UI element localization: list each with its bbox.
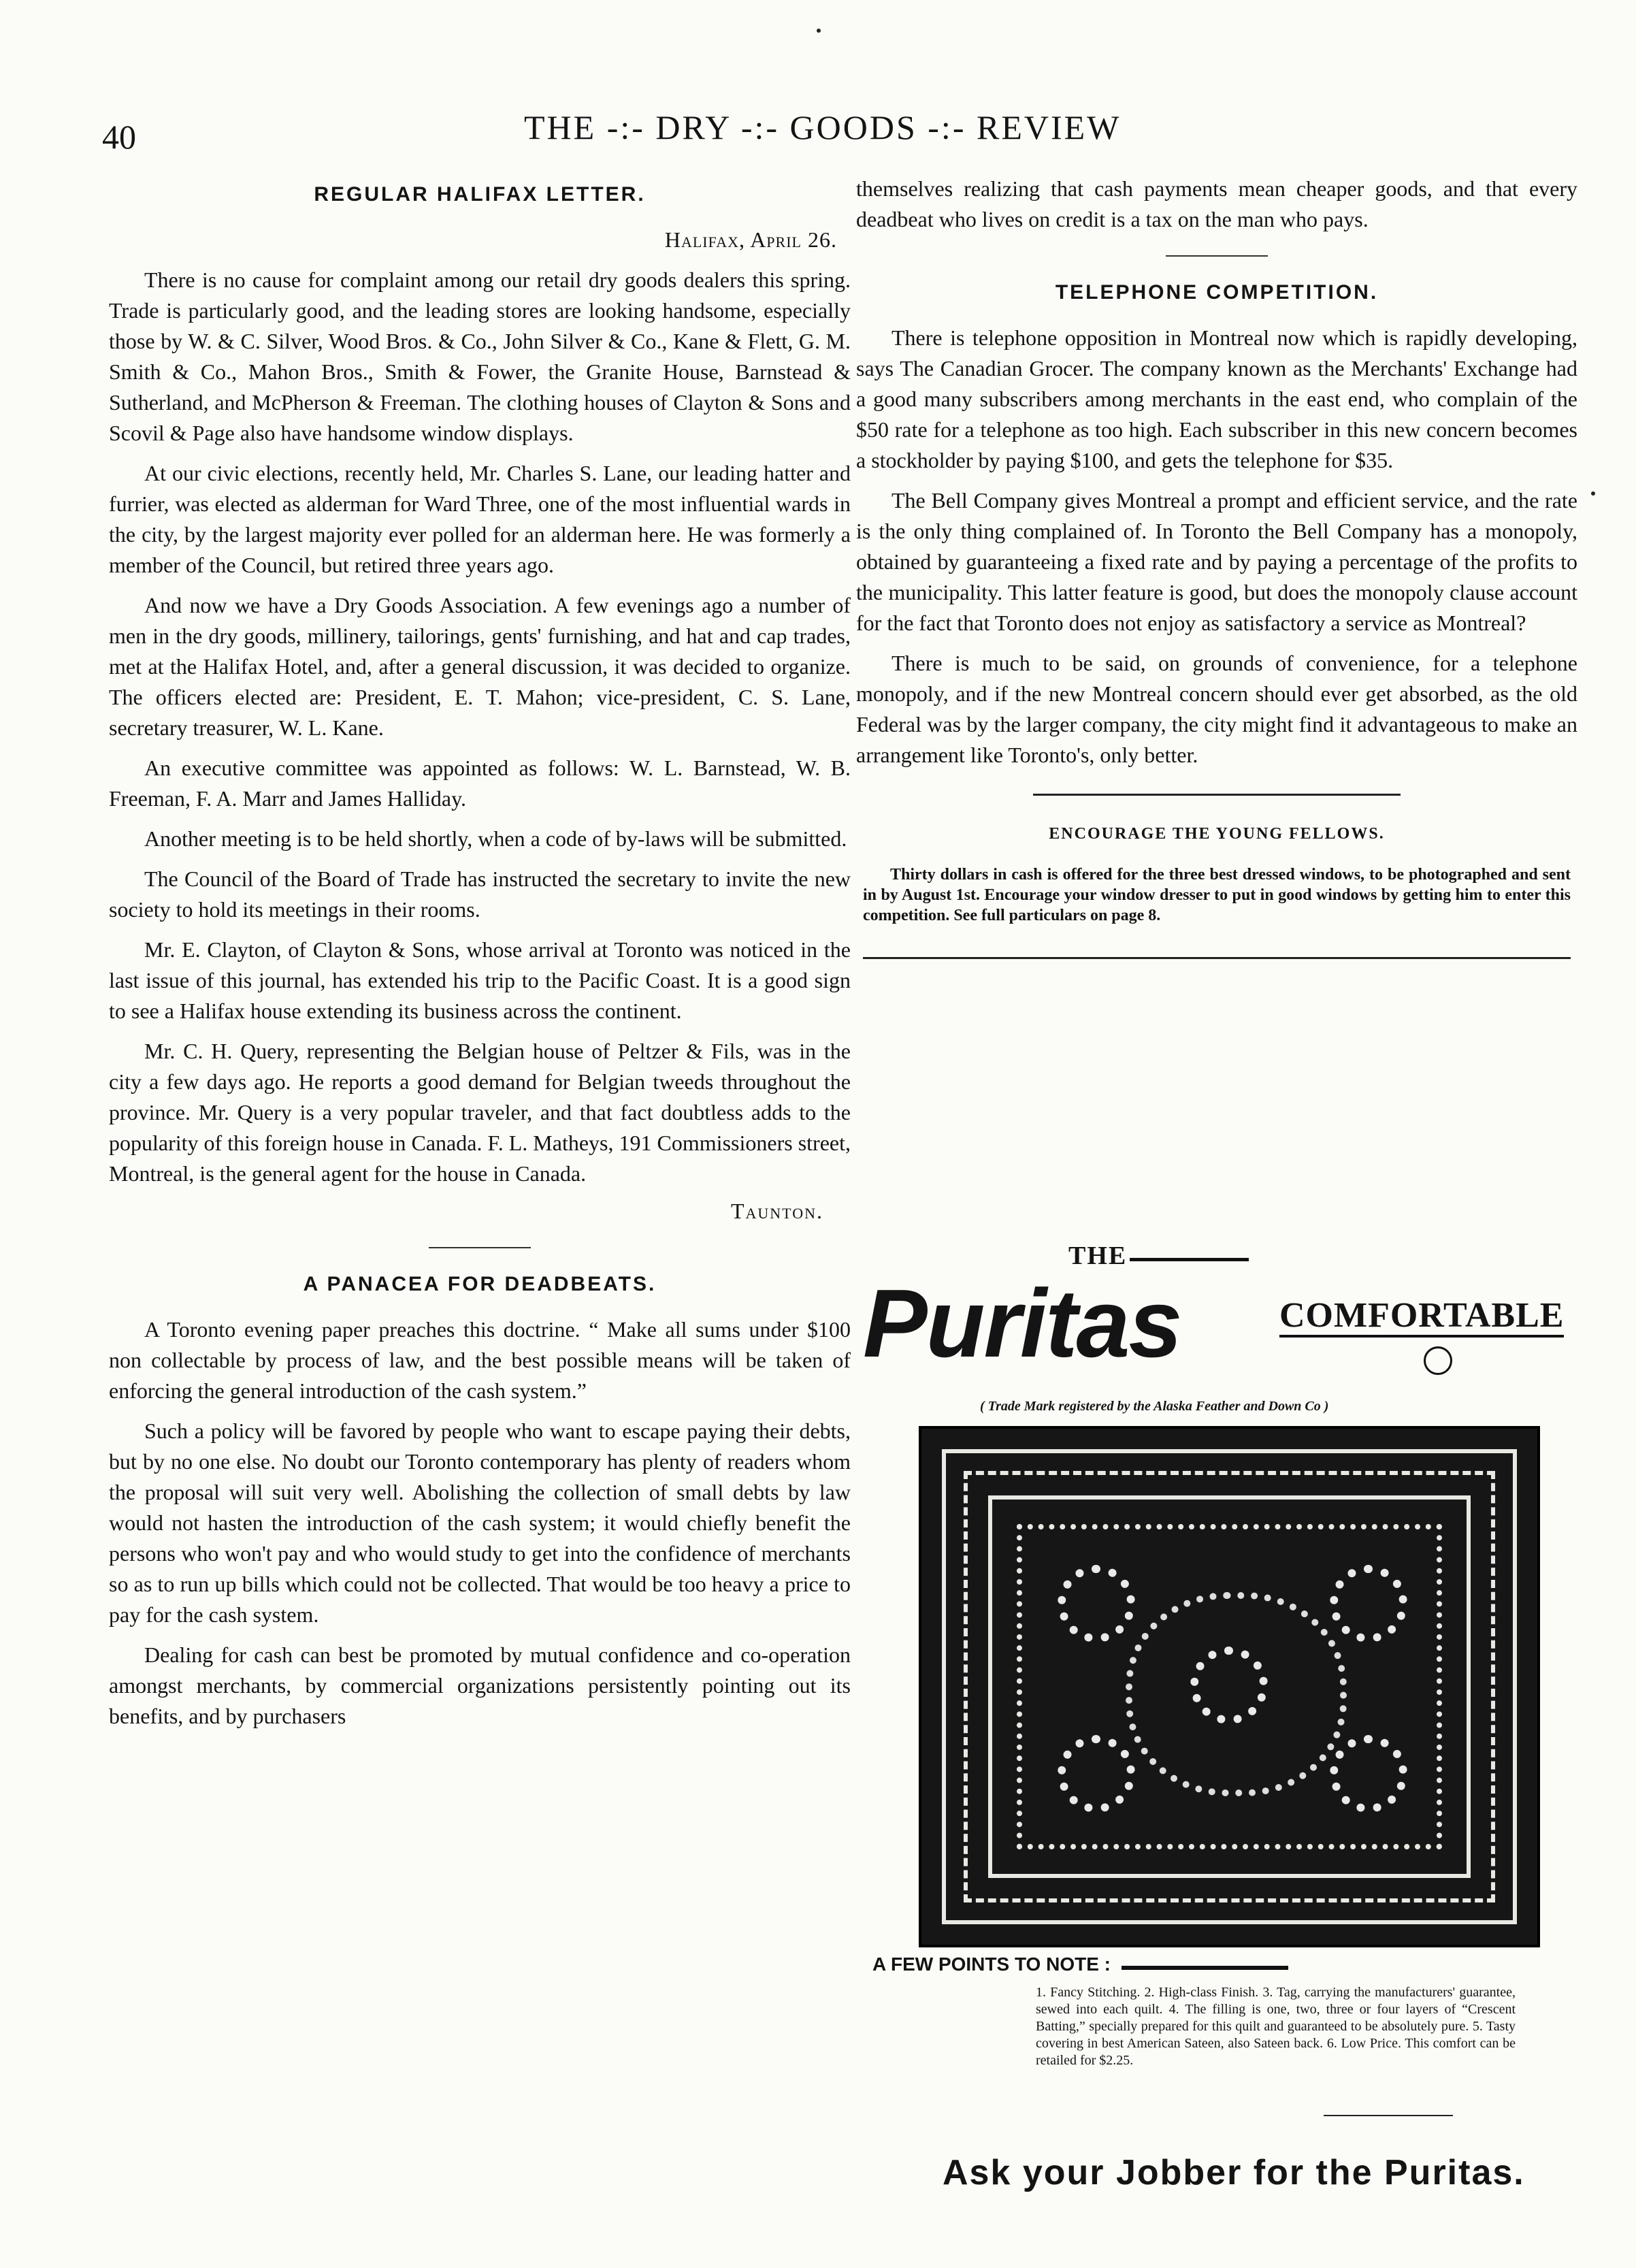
left-column <box>109 174 851 1741</box>
ad-features-list <box>1036 1984 1516 2069</box>
telephone-paragraph: The Bell Company gives Montreal a prompt and efficient service, and the rate is the only thing complained of. In Toronto the Bell Company has a monopoly, obtained by guaranteeing a fixed rate and by paying a percentage of the profits to the municipality. This latter feature is good, but does the monopoly clause account for the fact that Toronto does not enjoy as satisfactory a service as Montreal? <box>856 488 1577 635</box>
panacea-continuation: themselves realizing that cash payments mean cheaper goods, and that every deadbeat who lives on credit is a tax on the man who pays. <box>856 176 1577 231</box>
print-speck <box>1591 491 1595 496</box>
ad-feature: 6. Low Price. This comfort can be retailed for $2.25. <box>1036 2036 1516 2068</box>
ad-the: THE <box>1068 1242 1128 1270</box>
halifax-letter-title: REGULAR HALIFAX LETTER. <box>314 183 646 206</box>
halifax-paragraph: There is no cause for complaint among our retail dry goods dealers this spring. Trade is particularly good, and the leading stores are looking handsome, especially those by W. & C. Silver, Wood Bros. & Co., John Silver & Co., Kane & Flett, G. M. Smith & Co., Mahon Bros., Smith & Fower, the Granite House, Barnstead & Sutherland, and McPherson & Freeman. The clothing houses of Clayton & Sons and Scovil & Page also have handsome window displays. <box>109 268 851 445</box>
right-column <box>856 174 1577 982</box>
telephone-paragraph: There is telephone opposition in Montreal now which is rapidly developing, says The Canadian Grocer. The company known as the Merchants' Exchange had a good many subscribers among merchants in the east end, who complain of the $50 rate for a telephone as too high. Each subscriber in this new concern becomes a stockholder by paying $100, and gets the telephone for $35. <box>856 325 1577 472</box>
section-rule <box>1033 794 1401 796</box>
halifax-paragraph: And now we have a Dry Goods Association. A few evenings ago a number of men in the dry goods, millinery, tailorings, gents' furnishing, and hat and cap trades, met at the Halifax Hotel, and, after a general discussion, it was decided to organize. The officers elected are: President, E. T. Mahon; vice-president, C. S. Lane, secretary treasurer, W. L. Kane. <box>109 593 851 740</box>
halifax-paragraph: An executive committee was appointed as follows: W. L. Barnstead, W. B. Freeman, F. A. Marr and James Halliday. <box>109 756 851 811</box>
running-head: THE -:- DRY -:- GOODS -:- REVIEW <box>524 108 1122 146</box>
quilt-flourish <box>1330 1565 1407 1642</box>
ad-flourish <box>1122 1966 1288 1970</box>
ad-call-to-action: Ask your Jobber for the Puritas. <box>943 2153 1525 2192</box>
halifax-paragraph: Another meeting is to be held shortly, when a code of by-laws will be submitted. <box>144 826 847 851</box>
halifax-paragraph: At our civic elections, recently held, Mr. Charles S. Lane, our leading hatter and furrier, was elected as alderman for Ward Three, one of the most influential wards in the city, by the largest majority ever polled for an alderman here. He was formerly a member of the Council, but retired three years ago. <box>109 461 851 577</box>
ad-comfortable: COMFORTABLE <box>1279 1297 1564 1338</box>
quilt-flourish <box>1330 1735 1407 1813</box>
quilt-illustration <box>919 1426 1540 1947</box>
halifax-paragraph: Mr. C. H. Query, representing the Belgian house of Peltzer & Fils, was in the city a few days ago. He reports a good demand for Belgian tweeds throughout the province. Mr. Query is a very popular traveler, and that fact doubtless adds to the popularity of this foreign house in Canada. F. L. Matheys, 191 Commissioners street, Montreal, is the general agent for the house in Canada. <box>109 1039 851 1186</box>
ad-feature: 2. High-class Finish. <box>1144 1985 1259 2000</box>
encourage-title: ENCOURAGE THE YOUNG FELLOWS. <box>1049 825 1385 843</box>
section-separator <box>1166 255 1268 257</box>
ad-feature: 5. Tasty covering in best American Sateen, also Sateen back. <box>1036 2019 1516 2051</box>
telephone-paragraph: There is much to be said, on grounds of convenience, for a telephone monopoly, and if the new Montreal concern should ever get absorbed, as the old Federal was by the larger company, the city might find it advantageous to make an arrangement like Toronto's, only better. <box>856 651 1577 767</box>
panacea-paragraph: A Toronto evening paper preaches this doctrine. “ Make all sums under $100 non collectable by process of law, and the best possible means will be taken of enforcing the general introduction of the cash system.” <box>109 1317 851 1403</box>
advertisement-rule <box>863 957 1571 959</box>
panacea-title: A PANACEA FOR DEADBEATS. <box>303 1273 657 1295</box>
page-number: 40 <box>102 118 136 156</box>
quilt-center-knot <box>1190 1647 1268 1724</box>
ad-trademark: ( Trade Mark registered by the Alaska Feather and Down Co ) <box>980 1399 1329 1414</box>
print-speck <box>817 29 821 33</box>
halifax-signature: Taunton. <box>730 1199 823 1223</box>
ad-feature: 3. Tag, carrying the manufacturers' guarantee, sewed into each quilt. <box>1036 1985 1516 2017</box>
section-separator <box>429 1247 531 1248</box>
panacea-paragraph: Such a policy will be favored by people who want to escape paying their debts, but by no one else. No doubt our Toronto contemporary has plenty of readers whom the proposal will suit very well. Abolishing the collection of small debts by law would not hasten the introduction of the cash system; it would chiefly benefit the persons who won't pay and who would study to get into the confidence of merchants so as to run up bills which could not be collected. That would be too heavy a price to pay for the cash system. <box>109 1419 851 1627</box>
ad-points-heading: A FEW POINTS TO NOTE : <box>872 1954 1111 1975</box>
telephone-title: TELEPHONE COMPETITION. <box>1055 281 1379 304</box>
ad-flourish <box>1130 1258 1249 1261</box>
ad-features-rule <box>1324 2115 1453 2116</box>
ad-feature: 1. Fancy Stitching. <box>1036 1985 1141 2000</box>
panacea-paragraph: Dealing for cash can best be promoted by mutual confidence and co-operation amongst merchants, by commercial organizations persistently pointing out its benefits, and by purchasers <box>109 1642 851 1728</box>
ad-curl-ornament <box>1424 1346 1452 1375</box>
quilt-flourish <box>1058 1735 1135 1813</box>
quilt-flourish <box>1058 1565 1135 1642</box>
halifax-paragraph: Mr. E. Clayton, of Clayton & Sons, whose arrival at Toronto was noticed in the last issue of this journal, has extended his trip to the Pacific Coast. It is a good sign to see a Halifax house extending its business across the continent. <box>109 937 851 1023</box>
ad-brand-name: Puritas <box>863 1269 1181 1378</box>
ad-feature: 4. The filling is one, two, three or four layers of “Crescent Batting,” specially prepared for this quilt and guaranteed to be absolutely pure. <box>1036 2002 1516 2034</box>
encourage-body: Thirty dollars in cash is offered for the three best dressed windows, to be photographed and sent in by August 1st. Encourage your window dresser to put in good windows by getting him to enter this competition. See full particulars on page 8. <box>863 866 1571 924</box>
halifax-dateline: Halifax, April 26. <box>664 227 837 252</box>
halifax-paragraph: The Council of the Board of Trade has instructed the secretary to invite the new society to hold its meetings in their rooms. <box>109 866 851 922</box>
